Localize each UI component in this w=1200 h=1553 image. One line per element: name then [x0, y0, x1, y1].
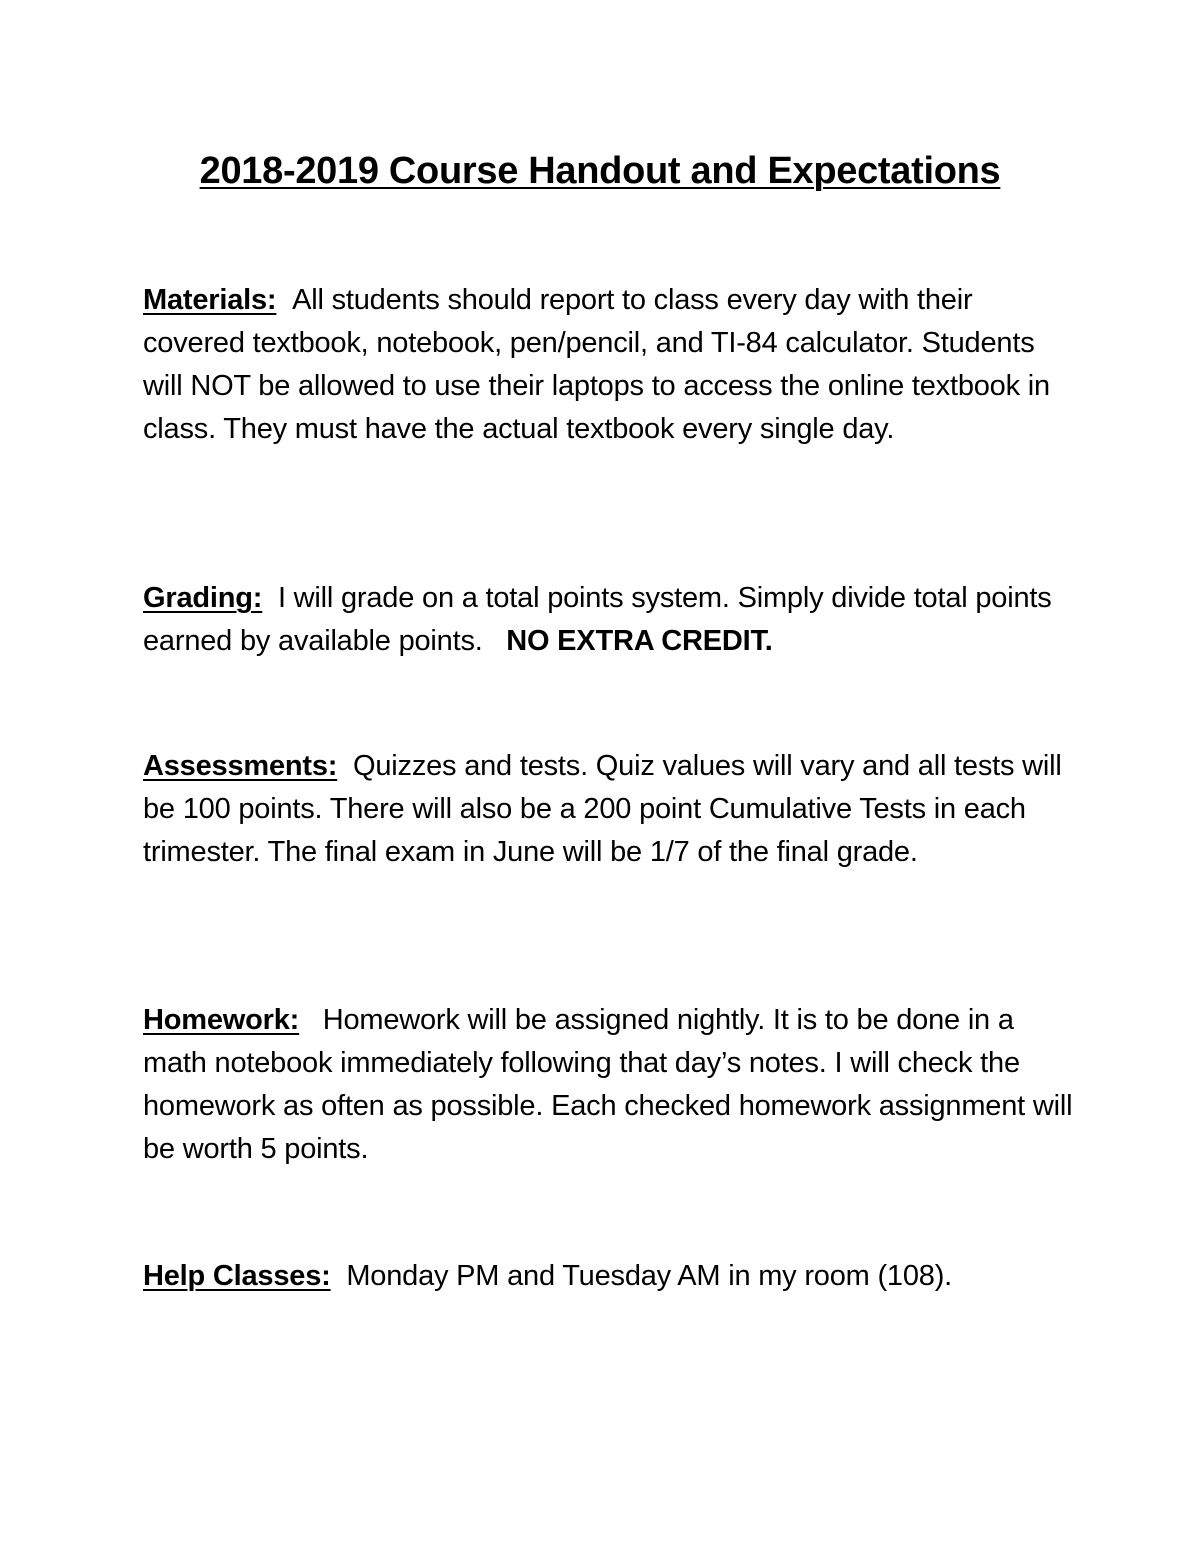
- section-label-grading: Grading:: [143, 582, 263, 614]
- section-body-grading: I will grade on a total points system. Simply divide total points earned by available points.: [143, 582, 1052, 657]
- section-body-materials: All students should report to class every day with their covered textbook, notebook, pen/pencil, and TI-84 calculator. Students will NOT be allowed to use their laptops to access the online textbook in class. They must have the actual textbook every single day.: [143, 284, 1050, 445]
- section-label-homework: Homework:: [143, 1004, 300, 1036]
- section-label-assessments: Assessments:: [143, 750, 338, 782]
- section-help-classes: [143, 1255, 1073, 1298]
- section-grading: [143, 577, 1073, 663]
- section-body-assessments: Quizzes and tests. Quiz values will vary and all tests will be 100 points. There will also be a 200 point Cumulative Tests in each trimester. The final exam in June will be 1/7 of the final grade.: [143, 750, 1062, 868]
- section-homework: [143, 999, 1073, 1171]
- section-label-help-classes: Help Classes:: [143, 1260, 331, 1292]
- section-body-help-classes: Monday PM and Tuesday AM in my room (108).: [346, 1260, 953, 1292]
- section-assessments: [143, 745, 1073, 874]
- page-title: 2018-2019 Course Handout and Expectations: [199, 150, 1001, 192]
- section-body-homework: Homework will be assigned nightly. It is to be done in a math notebook immediately following that day’s notes. I will check the homework as often as possible. Each checked homework assignment will be worth 5 points.: [143, 1004, 1073, 1165]
- section-materials: [143, 279, 1073, 451]
- no-extra-credit-note: NO EXTRA CREDIT.: [506, 625, 773, 657]
- section-label-materials: Materials:: [143, 284, 277, 316]
